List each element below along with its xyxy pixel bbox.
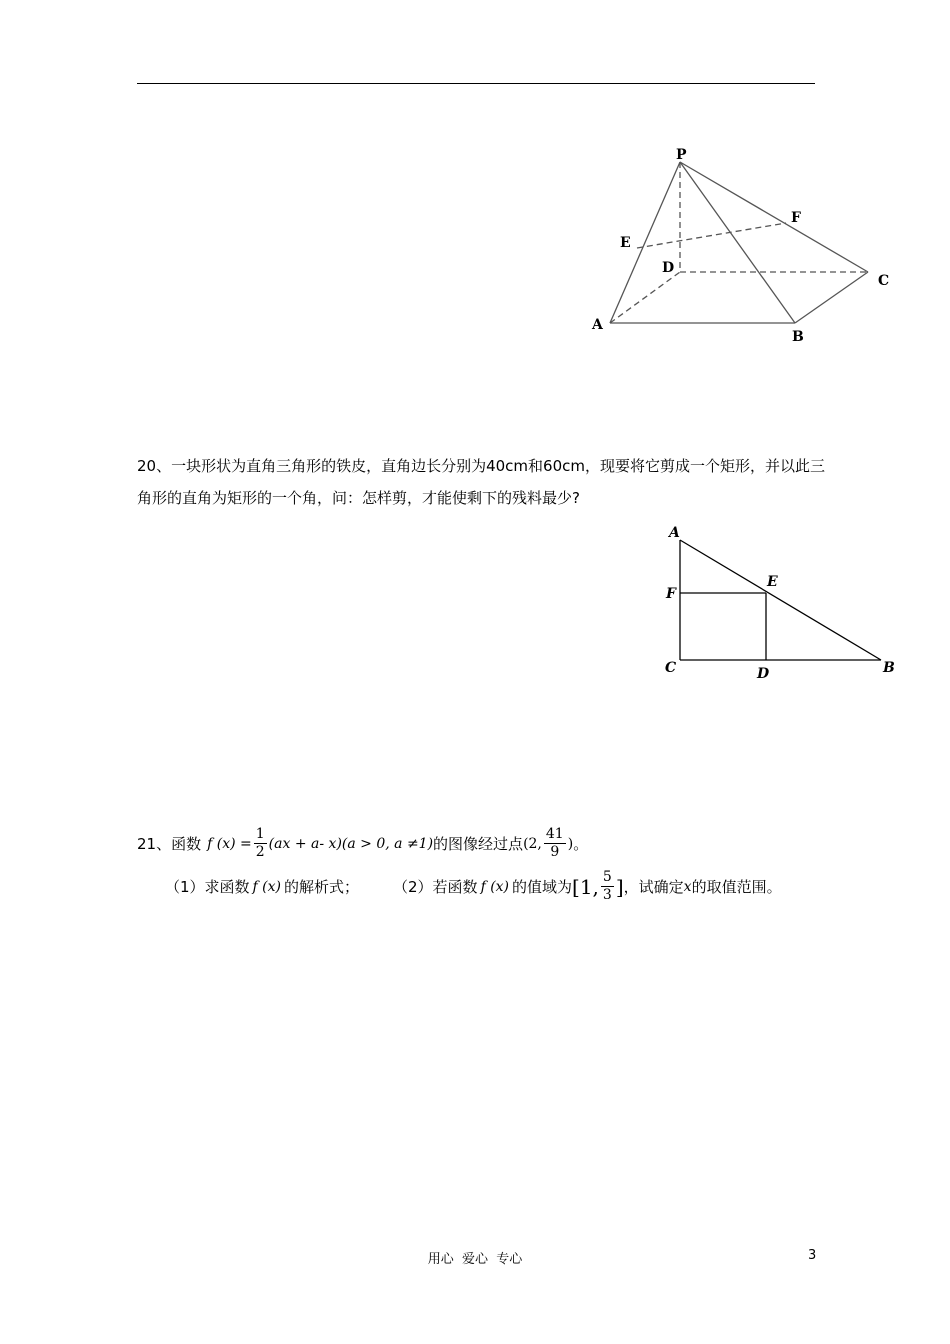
q21-exp-negx: - x: [319, 835, 337, 852]
q21-point-num: 41: [545, 826, 564, 842]
q21-exp-x: x: [282, 835, 291, 852]
q21-half-fraction: [254, 826, 267, 861]
label-e: E: [620, 235, 631, 251]
label-d: D: [662, 260, 675, 276]
q21-point-close: ): [567, 835, 574, 852]
segment-ef: [637, 223, 786, 248]
q21-point-fraction: [544, 826, 566, 861]
q21-sub2-tail1: ，试确定: [623, 878, 684, 896]
label-d2: D: [757, 666, 770, 682]
hypotenuse-ab: [680, 540, 881, 660]
q21-half-num: 1: [255, 826, 265, 842]
q21-range-num: 5: [602, 869, 612, 885]
edge-bc: [795, 272, 868, 323]
edge-pb: [680, 162, 795, 323]
q21-point-open: (2,: [523, 835, 542, 852]
q21-paren-open: (a: [268, 835, 283, 852]
label-c: C: [878, 273, 890, 289]
q21-half-den: 2: [255, 844, 265, 860]
q21-range-den: 3: [602, 887, 612, 903]
footer-motto: 用心 爱心 专心: [427, 1252, 523, 1267]
q21-sub2-mid: 的值域为: [512, 878, 573, 896]
page-number: 3: [808, 1248, 817, 1263]
q21-condition: )(a > 0, a ≠1): [336, 835, 434, 852]
label-b: B: [792, 329, 804, 345]
label-f: F: [791, 210, 801, 226]
label-a: A: [592, 317, 603, 333]
q21-end: 。: [573, 835, 589, 853]
label-p: P: [676, 147, 687, 163]
q21-range-fraction: [601, 869, 614, 904]
label-a2: A: [669, 525, 680, 541]
question-20: 20、一块形状为直角三角形的铁皮，直角边长分别为40cm和60cm，现要将它剪成一个矩形，并以此三角形的直角为矩形的一个角，问：怎样剪，才能使剩下的残料最少?: [137, 457, 825, 507]
question-21-subparts: [165, 869, 857, 904]
label-e2: E: [767, 574, 778, 590]
q21-middle: 的图像经过点: [433, 835, 524, 853]
q21-range-close: ]: [615, 874, 624, 899]
q21-range-open: [1,: [572, 874, 599, 899]
q21-sub2-tail2: 的取值范围。: [691, 878, 782, 896]
q21-fx: f (x) =: [207, 835, 252, 852]
header-rule: [137, 83, 815, 84]
q21-point-den: 9: [550, 844, 560, 860]
q21-sub1-prefix: （1）求函数: [165, 878, 250, 896]
label-f2: F: [666, 586, 676, 602]
question-21: [137, 826, 857, 904]
q21-sub2-fx: f (x): [480, 878, 510, 895]
q21-sub1-fx: f (x): [252, 878, 281, 895]
question-21-stem: [137, 826, 857, 861]
label-c2: C: [665, 660, 677, 676]
q21-sub1-suffix: 的解析式；: [284, 878, 360, 896]
triangle-rectangle-figure: [655, 520, 905, 690]
pyramid-figure: [580, 140, 900, 350]
q21-var-x: x: [683, 878, 692, 895]
q21-plus-a: + a: [290, 835, 320, 852]
edge-pc: [680, 162, 868, 272]
q21-sub2-prefix: （2）若函数: [393, 878, 478, 896]
q21-prefix: 21、函数: [137, 835, 202, 853]
label-b2: B: [883, 660, 895, 676]
